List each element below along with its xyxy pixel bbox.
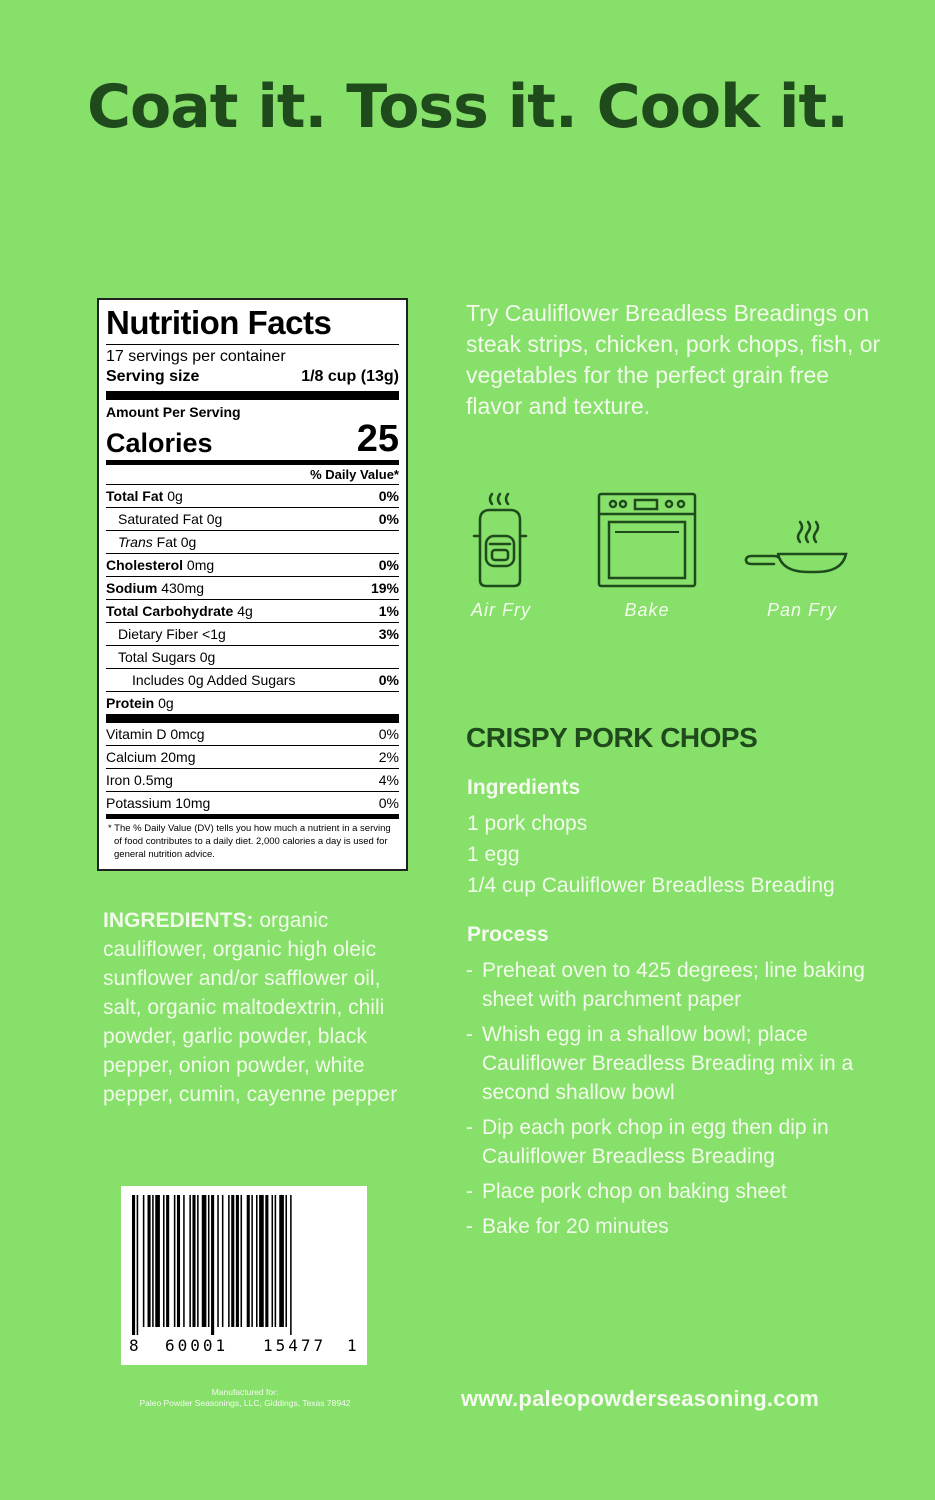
barcode-bar <box>251 1195 253 1327</box>
nutrient-amount: 0g <box>206 511 223 527</box>
barcode-bar <box>202 1195 207 1327</box>
nutrient-label: Protein <box>106 695 155 711</box>
list-item: - Dip each pork chop in egg then dip in Cauliflower Breadless Breading <box>466 1116 829 1168</box>
nutrient-label: Cholesterol <box>106 557 184 573</box>
barcode-bar <box>143 1195 145 1327</box>
nutrient-row-trans-fat <box>106 531 399 554</box>
vitamin-pct: 0% <box>378 726 399 742</box>
nutrient-amount: 0mg <box>186 557 215 573</box>
method-pan-fry <box>742 492 852 632</box>
vitamin-row-potassium <box>106 792 399 819</box>
barcode-bar <box>217 1195 219 1327</box>
vitamin-row-calcium <box>106 746 399 769</box>
vitamin-row-iron <box>106 769 399 792</box>
recipe-title: CRISPY PORK CHOPS <box>466 722 758 753</box>
barcode-bar <box>279 1195 284 1327</box>
ingredients-label: INGREDIENTS: <box>103 909 254 932</box>
list-item: - Whish egg in a shallow bowl; place Cauliflower Breadless Breading mix in a second shallow bowl <box>466 1023 854 1104</box>
nutrient-label: Total Sugars <box>118 649 196 665</box>
vitamin-label: Iron 0.5mg <box>106 772 173 788</box>
barcode <box>121 1186 367 1365</box>
ingredients-text: organic cauliflower, organic high oleic sunflower and/or safflower oil, salt, organic maltodextrin, chili powder, garlic powder, black pepper, onion powder, white pepper, cumin, cayenne pepper <box>103 909 398 1106</box>
calories-label: Calories <box>106 428 213 458</box>
manufacturer-line-1: Manufactured for: <box>211 1387 279 1397</box>
nutrition-facts-panel <box>97 298 408 871</box>
barcode-bar <box>259 1195 264 1327</box>
frying-pan-icon <box>742 492 852 592</box>
ingredients-block <box>103 906 415 1109</box>
daily-value-header: % Daily Value* <box>106 465 399 485</box>
manufacturer-note <box>105 1387 385 1409</box>
barcode-bar <box>189 1195 191 1327</box>
barcode-bar <box>222 1195 224 1327</box>
step-text: Bake for 20 minutes <box>482 1215 669 1238</box>
list-item: 1 egg <box>467 843 520 866</box>
vitamin-pct: 2% <box>378 749 399 765</box>
method-label: Pan Fry <box>766 600 838 620</box>
barcode-bar <box>192 1195 195 1327</box>
barcode-group-2: 15477 <box>263 1336 327 1355</box>
nutrient-pct: 0% <box>378 557 399 573</box>
nutrient-label: Saturated Fat <box>118 511 203 527</box>
method-label: Air Fry <box>471 600 531 620</box>
recipe-steps-list <box>466 956 886 1247</box>
nutrient-row-saturated-fat <box>106 508 399 531</box>
nutrition-title: Nutrition Facts <box>106 304 399 345</box>
barcode-bar <box>228 1195 230 1327</box>
vitamin-label: Vitamin D 0mcg <box>106 726 205 742</box>
method-label: Bake <box>624 600 670 620</box>
list-item: - Bake for 20 minutes <box>466 1215 669 1238</box>
calories-row <box>106 420 399 465</box>
barcode-bar <box>275 1195 277 1327</box>
barcode-bar <box>231 1195 234 1327</box>
nutrient-amount: 0g <box>158 695 174 711</box>
nutrient-label: Total Fat <box>106 488 164 504</box>
barcode-bar <box>265 1195 268 1327</box>
step-text: Preheat oven to 425 degrees; line baking sheet with parchment paper <box>482 959 865 1011</box>
nutrient-row-added-sugars <box>106 669 399 692</box>
barcode-bar <box>177 1195 180 1327</box>
serving-size <box>106 367 399 400</box>
nutrient-amount: <1g <box>202 626 226 642</box>
nutrient-amount: 0g <box>199 649 216 665</box>
vitamin-row-vitamin-d <box>106 723 399 746</box>
method-air-fry <box>466 492 576 632</box>
nutrient-pct: 1% <box>378 603 399 619</box>
nutrient-row-cholesterol <box>106 554 399 577</box>
nutrient-label: Total Carbohydrate <box>106 603 234 619</box>
method-bake <box>597 492 707 632</box>
intro-text: Try Cauliflower Breadless Breadings on steak strips, chicken, pork chops, fish, or vegetables for the perfect grain free flavor and texture. <box>466 300 881 419</box>
nutrient-amount: Fat 0g <box>156 534 197 550</box>
barcode-bar <box>132 1195 135 1335</box>
nutrient-row-total-fat <box>106 485 399 508</box>
barcode-bar <box>241 1195 243 1327</box>
tagline: Coat it. Toss it. Cook it. <box>87 72 848 142</box>
barcode-bar <box>290 1195 292 1335</box>
oven-icon <box>597 492 707 592</box>
nutrient-amount: 0g <box>167 488 183 504</box>
nutrient-pct: 19% <box>370 580 399 596</box>
barcode-bar <box>197 1195 199 1327</box>
servings-per-container: 17 servings per container <box>106 348 286 365</box>
vitamin-pct: 4% <box>378 772 399 788</box>
barcode-bar <box>163 1195 165 1327</box>
barcode-bar <box>285 1195 287 1327</box>
barcode-right-digit: 1 <box>347 1336 357 1355</box>
step-text: Place pork chop on baking sheet <box>482 1180 787 1203</box>
nutrient-pct: 0% <box>378 672 399 688</box>
recipe-ingredients-title: Ingredients <box>467 776 581 799</box>
serving-size-value: 1/8 cup (13g) <box>301 368 399 385</box>
nutrient-label: Includes <box>132 672 185 688</box>
barcode-bars <box>130 1195 358 1335</box>
vitamin-label: Potassium 10mg <box>106 795 211 811</box>
nutrient-pct: 3% <box>378 626 399 642</box>
barcode-bar <box>236 1195 239 1327</box>
barcode-bar <box>256 1195 258 1327</box>
list-item: - Place pork chop on baking sheet <box>466 1180 787 1203</box>
vitamin-pct: 0% <box>378 795 399 811</box>
nutrient-label: Dietary Fiber <box>118 626 199 642</box>
barcode-bar <box>247 1195 250 1327</box>
list-item: 1 pork chops <box>467 812 588 835</box>
nutrient-amount: 0g Added Sugars <box>188 672 296 688</box>
website-url: www.paleopowderseasoning.com <box>461 1386 820 1411</box>
nutrient-pct: 0% <box>378 488 399 504</box>
barcode-bar <box>155 1195 160 1327</box>
air-fryer-icon <box>466 492 576 592</box>
barcode-bar <box>174 1195 176 1327</box>
nutrient-row-protein <box>106 692 399 723</box>
nutrient-label: Trans <box>118 534 153 550</box>
step-text: Whish egg in a shallow bowl; place Cauliflower Breadless Breading mix in a second shallow bowl <box>482 1023 854 1104</box>
nutrient-label: Sodium <box>106 580 158 596</box>
nutrient-row-sodium <box>106 577 399 600</box>
step-text: Dip each pork chop in egg then dip in Cauliflower Breadless Breading <box>482 1116 829 1168</box>
barcode-bar <box>148 1195 151 1327</box>
barcode-left-digit: 8 <box>129 1336 139 1355</box>
barcode-group-1: 60001 <box>165 1336 229 1355</box>
vitamin-label: Calcium 20mg <box>106 749 196 765</box>
nutrient-row-total-sugars <box>106 646 399 669</box>
recipe-process-title: Process <box>467 923 549 946</box>
amount-per-serving: Amount Per Serving <box>106 404 241 420</box>
nutrition-footnote: * The % Daily Value (DV) tells you how much a nutrient in a serving of food contributes to a daily diet. 2,000 calories a day is used for general nutrition advice. <box>108 823 391 860</box>
list-item: - Preheat oven to 425 degrees; line baking sheet with parchment paper <box>466 959 865 1011</box>
barcode-bar <box>272 1195 274 1327</box>
recipe-ingredients-list <box>467 808 835 901</box>
nutrient-row-total-carbohydrate <box>106 600 399 623</box>
barcode-bar <box>183 1195 185 1327</box>
barcode-bar <box>152 1195 154 1327</box>
barcode-bar <box>208 1195 210 1327</box>
barcode-bar <box>211 1195 214 1335</box>
calories-value: 25 <box>356 418 399 460</box>
nutrient-row-dietary-fiber <box>106 623 399 646</box>
manufacturer-line-2: Paleo Powder Seasonings, LLC, Giddings, Texas 78942 <box>139 1398 351 1408</box>
serving-size-label: Serving size <box>106 368 200 385</box>
barcode-bar <box>137 1195 139 1335</box>
list-item: 1/4 cup Cauliflower Breadless Breading <box>467 874 835 897</box>
nutrient-pct: 0% <box>378 511 399 527</box>
nutrient-amount: 4g <box>237 603 253 619</box>
nutrient-amount: 430mg <box>161 580 205 596</box>
barcode-bar <box>166 1195 169 1327</box>
